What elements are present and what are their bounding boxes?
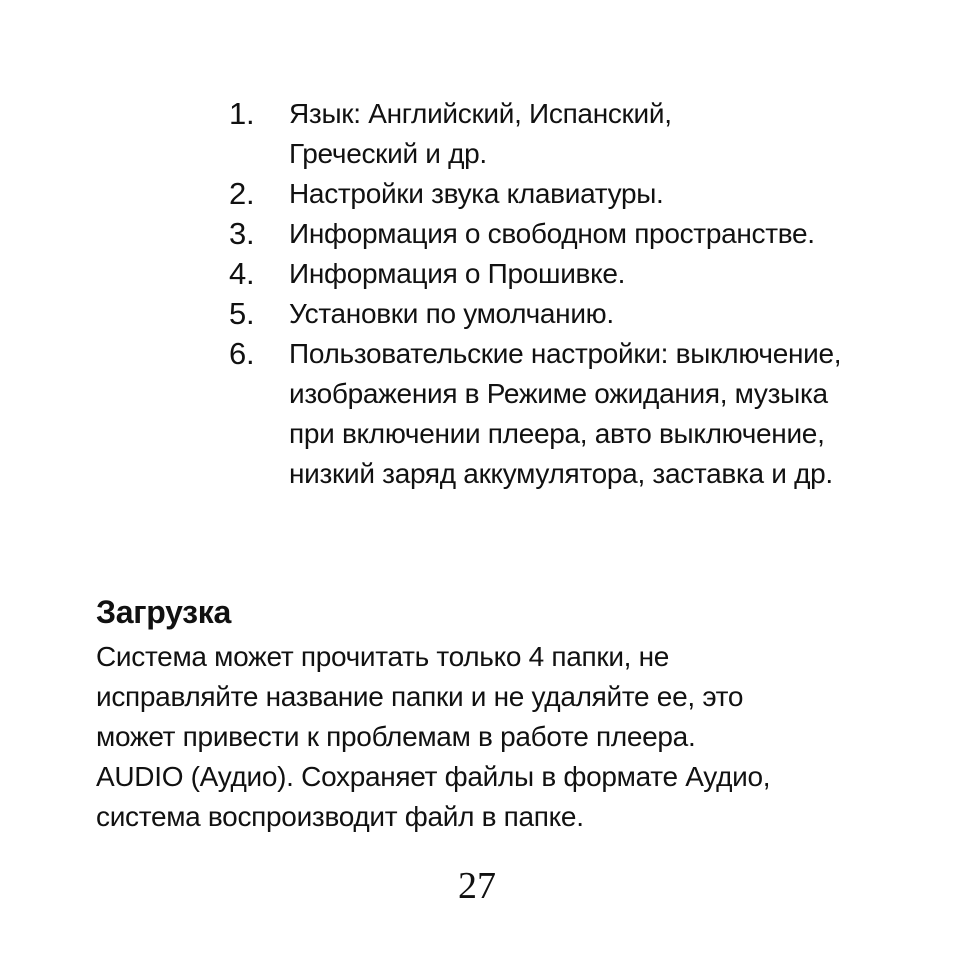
section-heading: Загрузка — [96, 594, 231, 630]
download-section — [96, 589, 916, 837]
list-item-text: Информация о Прошивке. — [289, 258, 626, 289]
list-item — [229, 254, 929, 294]
list-item-text: Информация о свободном пространстве. — [289, 218, 815, 249]
section-line: исправляйте название папки и не удаляйте ее, это — [96, 681, 744, 712]
list-item-text: Пользовательские настройки: выключение, изображения в Режиме ожидания, музыка при включении плеера, авто выключение, низкий заряд аккумулятора, заставка и др. — [289, 338, 842, 489]
list-item-number: 2. — [229, 176, 255, 211]
page-number: 27 — [458, 865, 496, 907]
list-item-number: 1. — [229, 96, 255, 131]
list-item — [229, 214, 929, 254]
section-line: система воспроизводит файл в папке. — [96, 801, 584, 832]
settings-list — [229, 94, 929, 494]
list-item-number: 3. — [229, 216, 255, 251]
list-item-number: 4. — [229, 256, 255, 291]
list-item — [229, 94, 729, 174]
list-item — [229, 294, 929, 334]
list-item-number: 6. — [229, 336, 255, 371]
section-line: может привести к проблемам в работе плеера. — [96, 721, 696, 752]
list-item-text: Настройки звука клавиатуры. — [289, 178, 664, 209]
list-item-text: Установки по умолчанию. — [289, 298, 614, 329]
list-item-number: 5. — [229, 296, 255, 331]
list-item — [229, 334, 849, 494]
list-item-text: Язык: Английский, Испанский, Греческий и др. — [289, 98, 672, 169]
section-line: Система может прочитать только 4 папки, не — [96, 641, 670, 672]
list-item — [229, 174, 929, 214]
section-line: AUDIO (Аудио). Сохраняет файлы в формате Аудио, — [96, 761, 771, 792]
